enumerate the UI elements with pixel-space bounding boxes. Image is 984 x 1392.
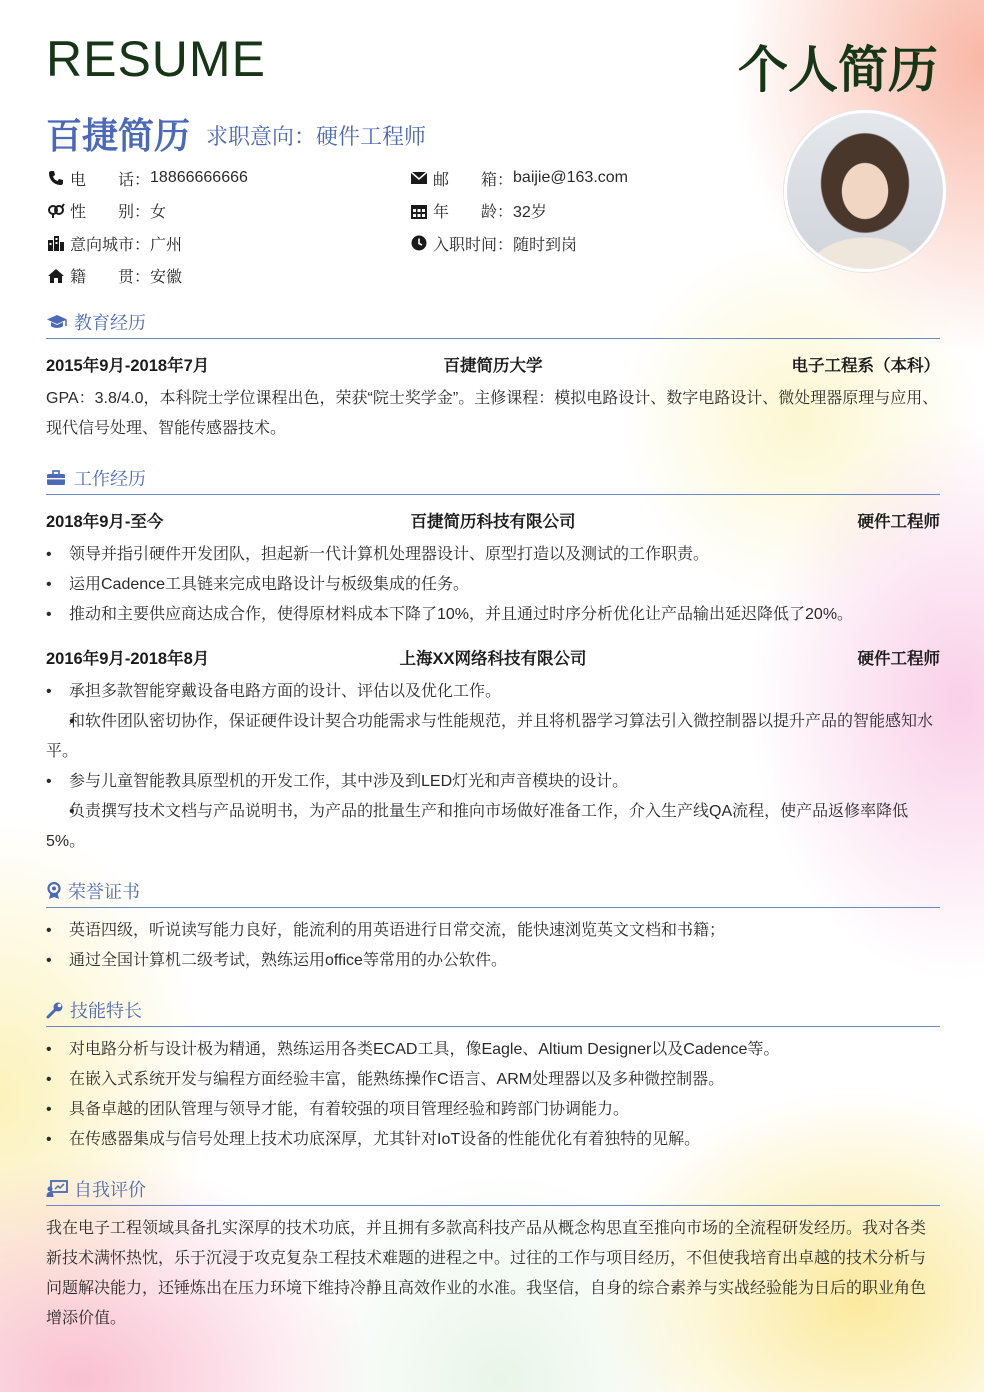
info-city <box>46 231 248 255</box>
list-item: • 和软件团队密切协作，保证硬件设计契合功能需求与性能规范，并且将机器学习算法引入微控制器以提升产品的智能感知水平。 <box>46 707 940 767</box>
list-item: • 通过全国计算机二级考试，熟练运用office等常用的办公软件。 <box>46 946 940 976</box>
resume-title-cn: 个人简历 <box>738 42 938 98</box>
city-icon <box>46 234 66 252</box>
section-title-text: 教育经历 <box>74 313 146 333</box>
info-sep: ： <box>497 204 514 221</box>
list-item: • 参与儿童智能教具原型机的开发工作，其中涉及到LED灯光和声音模块的设计。 <box>46 767 940 797</box>
info-label: 电话 <box>70 171 134 189</box>
gender-icon <box>46 202 66 220</box>
info-age <box>409 199 628 223</box>
list-item: • 领导并指引硬件开发团队，担起新一代计算机处理器设计、原型打造以及测试的工作职责。 <box>46 540 940 570</box>
info-sep: ： <box>134 171 151 189</box>
list-item: • 英语四级，听说读写能力良好，能流利的用英语进行日常交流，能快速浏览英文文档和书籍； <box>46 916 940 946</box>
phone-icon <box>46 169 66 187</box>
education-major: 电子工程系（本科） <box>791 357 940 375</box>
list-item: • 运用Cadence工具链来完成电路设计与板级集成的任务。 <box>46 570 940 600</box>
list-item: • 负责撰写技术文档与产品说明书，为产品的批量生产和推向市场做好准备工作，介入生产线QA流程，使产品返修率降低5%。 <box>46 797 940 857</box>
list-item: • 在嵌入式系统开发与编程方面经验丰富，能熟练操作C语言、ARM处理器以及多种微控制器。 <box>46 1065 940 1095</box>
section-divider <box>46 494 940 495</box>
skills-list <box>46 1035 940 1155</box>
section-title-work <box>46 465 146 491</box>
job-list <box>46 677 940 857</box>
info-value: 18866666666 <box>150 169 248 186</box>
mail-icon <box>409 169 429 187</box>
list-item: • 承担多款智能穿戴设备电路方面的设计、评估以及优化工作。 <box>46 677 940 707</box>
section-title-honors <box>46 878 140 904</box>
job-company: 百捷简历科技有限公司 <box>410 513 576 531</box>
job-period: 2016年9月-2018年8月 <box>46 650 210 668</box>
calendar-icon <box>409 202 429 220</box>
candidate-name: 百捷简历 <box>46 115 191 156</box>
info-label: 邮箱 <box>433 171 497 189</box>
info-label: 年龄 <box>433 204 497 221</box>
info-value: 广州 <box>150 236 183 254</box>
info-email <box>409 166 628 190</box>
list-item: • 在传感器集成与信号处理上技术功底深厚，尤其针对IoT设备的性能优化有着独特的见解。 <box>46 1125 940 1155</box>
list-item: • 推动和主要供应商达成合作，使得原材料成本下降了10%，并且通过时序分析优化让产品输出延迟降低了20%。 <box>46 600 940 630</box>
info-hometown <box>46 264 248 288</box>
job-period: 2018年9月-至今 <box>46 513 164 531</box>
briefcase-icon <box>46 469 68 487</box>
info-value: 32岁 <box>513 204 547 221</box>
clock-icon <box>409 234 429 252</box>
job-role: 硬件工程师 <box>857 513 940 531</box>
job-header-row <box>46 508 940 532</box>
info-sep: ： <box>134 204 151 221</box>
section-title-text: 工作经历 <box>74 469 146 489</box>
section-divider <box>46 338 940 339</box>
section-divider <box>46 907 940 908</box>
info-value: 安徽 <box>150 269 183 286</box>
job-header-row <box>46 645 940 669</box>
avatar <box>784 110 946 272</box>
info-phone <box>46 166 248 190</box>
info-left <box>46 166 248 288</box>
home-icon <box>46 267 66 285</box>
info-sep: ： <box>497 236 514 254</box>
info-sep: ： <box>497 171 514 189</box>
wrench-icon <box>46 1001 64 1019</box>
section-title-education <box>46 309 146 335</box>
education-school: 百捷简历大学 <box>443 357 543 375</box>
info-label: 意向城市 <box>70 236 135 254</box>
info-label: 入职时间 <box>433 236 498 254</box>
job-list <box>46 540 940 630</box>
education-header-row <box>46 352 940 376</box>
resume-title-en: RESUME <box>46 31 266 87</box>
job-intent: 求职意向：硬件工程师 <box>206 124 427 149</box>
info-gender <box>46 199 248 223</box>
section-title-self-eval <box>46 1176 146 1202</box>
list-item: • 对电路分析与设计极为精通，熟练运用各类ECAD工具，像Eagle、Altium Designer以及Cadence等。 <box>46 1035 940 1065</box>
graduation-cap-icon <box>46 313 68 331</box>
job-role: 硬件工程师 <box>857 650 940 668</box>
list-item: • 具备卓越的团队管理与领导才能，有着较强的项目管理经验和跨部门协调能力。 <box>46 1095 940 1125</box>
info-sep: ： <box>134 236 151 254</box>
section-title-skills <box>46 997 142 1023</box>
info-label: 籍贯 <box>70 269 134 286</box>
honors-list <box>46 916 940 976</box>
info-sep: ： <box>134 269 151 286</box>
section-divider <box>46 1205 940 1206</box>
job-company: 上海XX网络科技有限公司 <box>399 650 587 668</box>
info-value: baijie@163.com <box>513 169 628 186</box>
info-label: 性别 <box>70 204 134 221</box>
section-title-text: 技能特长 <box>70 1001 142 1021</box>
section-divider <box>46 1026 940 1027</box>
self-eval-text: 我在电子工程领域具备扎实深厚的技术功底，并且拥有多款高科技产品从概念构思直至推向市场的全流程研发经历。我对各类新技术满怀热忱，乐于沉浸于攻克复杂工程技术难题的进程之中。过往的工作与项目经历，不但使我培育出卓越的技术分析与问题解决能力，还锤炼出在压力环境下维持冷静且高效作业的水准。我坚信，自身的综合素养与实战经验能为日后的职业角色增添价值。 <box>46 1220 927 1327</box>
section-title-text: 自我评价 <box>74 1180 146 1200</box>
education-desc: GPA：3.8/4.0，本科院士学位课程出色，荣获“院士奖学金”。主修课程：模拟电路设计、数字电路设计、微处理器原理与应用、现代信号处理、智能传感器技术。 <box>46 390 939 437</box>
info-value: 随时到岗 <box>513 236 578 254</box>
info-right <box>409 166 628 255</box>
presentation-icon <box>46 1180 68 1198</box>
education-period: 2015年9月-2018年7月 <box>46 357 210 375</box>
info-value: 女 <box>150 204 167 221</box>
award-icon <box>46 882 62 900</box>
section-title-text: 荣誉证书 <box>68 882 140 902</box>
info-start <box>409 231 628 255</box>
